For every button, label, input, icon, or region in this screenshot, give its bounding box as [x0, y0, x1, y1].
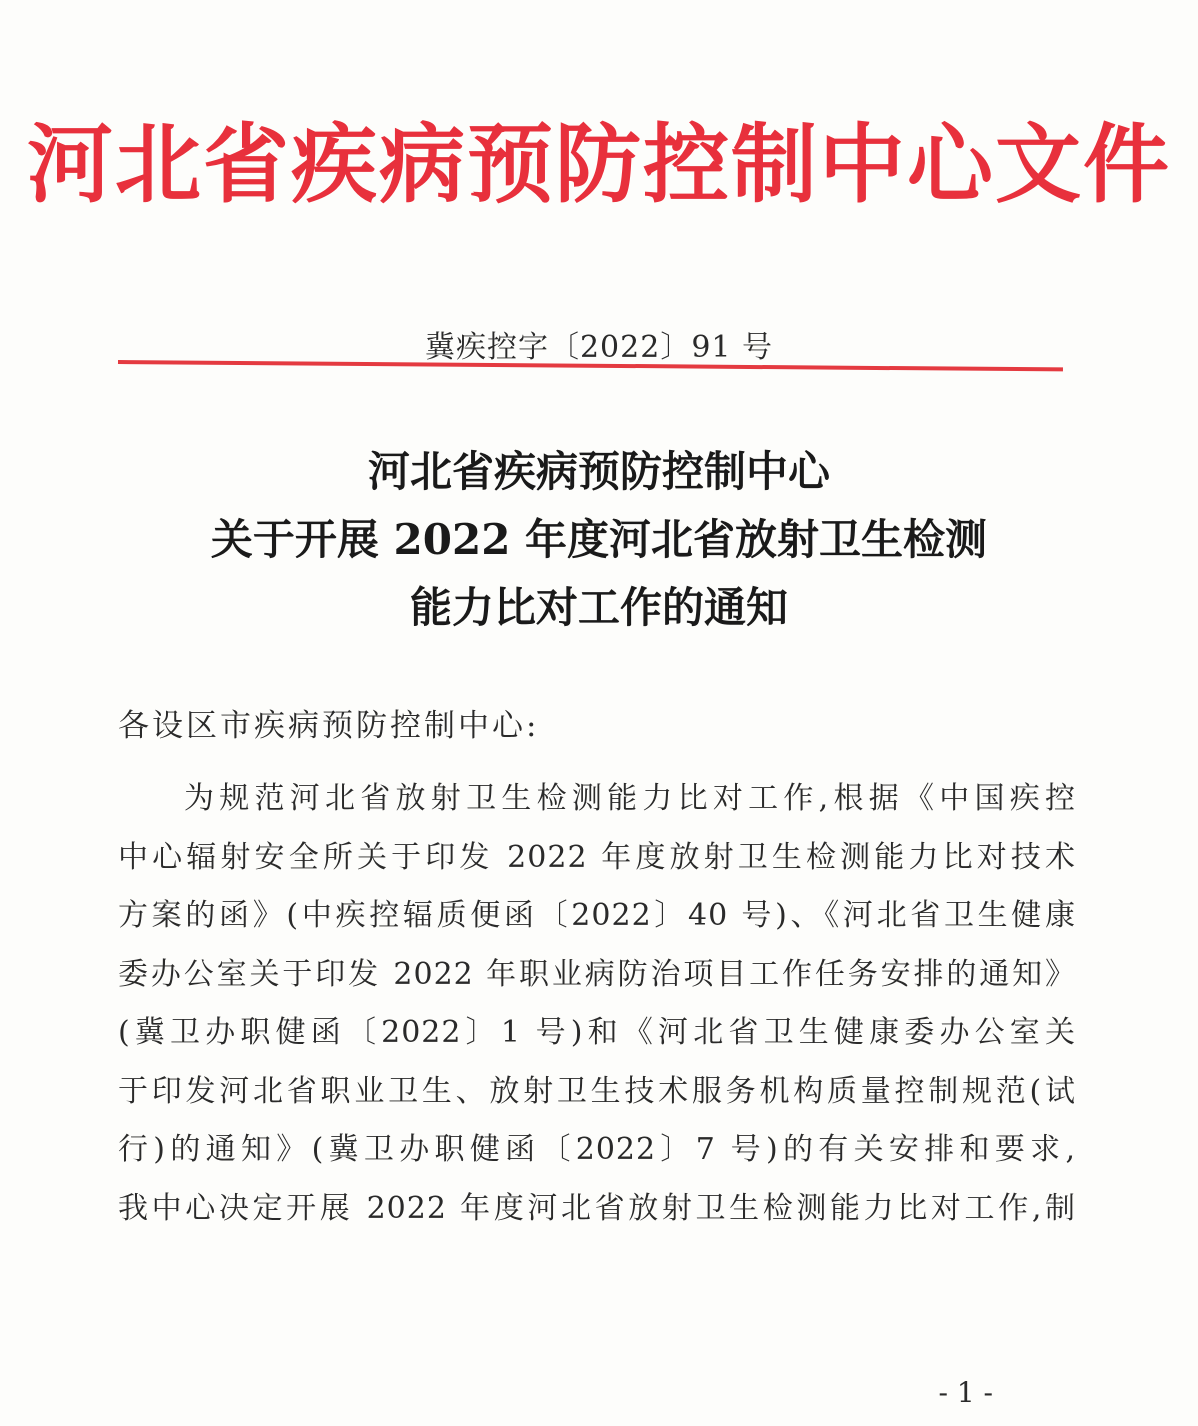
body-line: 行)的通知》(冀卫办职健函〔2022〕7 号)的有关安排和要求,	[118, 1132, 1076, 1167]
salutation: 各设区市疾病预防控制中心:	[118, 708, 540, 744]
body-line: 中心辐射安全所关于印发 2022 年度放射卫生检测能力比对技术	[118, 839, 1076, 875]
notice-title	[0, 438, 1198, 642]
notice-title-line: 关于开展 2022 年度河北省放射卫生检测	[210, 515, 988, 564]
notice-title-line: 河北省疾病预防控制中心	[367, 447, 830, 496]
body-paragraph	[118, 770, 1076, 1238]
body-line: 方案的函》(中疾控辐质便函〔2022〕40 号)、《河北省卫生健康	[118, 898, 1076, 933]
org-header-title: 河北省疾病预防控制中心文件	[27, 114, 1171, 215]
body-line: (冀卫办职健函〔2022〕1 号)和《河北省卫生健康委办公室关	[118, 1015, 1076, 1050]
body-line: 为规范河北省放射卫生检测能力比对工作,根据《中国疾控	[184, 781, 1076, 816]
page-number-container	[0, 1376, 1198, 1409]
body-line: 我中心决定开展 2022 年度河北省放射卫生检测能力比对工作,制	[118, 1190, 1076, 1226]
body-line: 于印发河北省职业卫生、放射卫生技术服务机构质量控制规范(试	[118, 1073, 1076, 1109]
notice-title-line: 能力比对工作的通知	[409, 583, 788, 632]
page-number: - 1 -	[938, 1376, 993, 1409]
document-number: 冀疾控字〔2022〕91 号	[424, 330, 774, 365]
body-line: 委办公室关于印发 2022 年职业病防治项目工作任务安排的通知》	[118, 956, 1076, 992]
